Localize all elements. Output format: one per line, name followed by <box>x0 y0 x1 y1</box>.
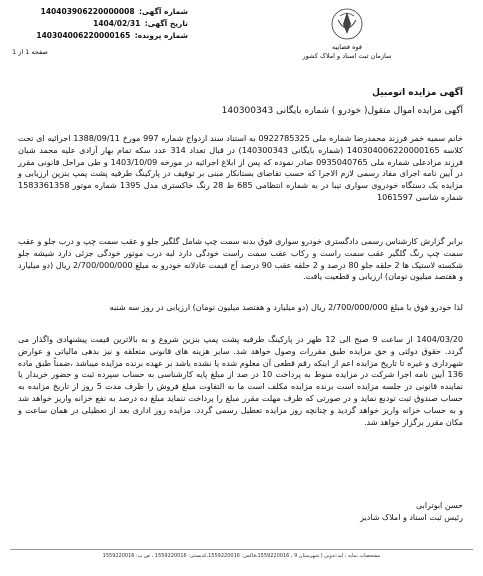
file-number: 140304006220000165 <box>36 31 131 40</box>
file-number-label: شماره پرونده: <box>134 31 188 40</box>
notice-date: 1404/02/31 <box>93 19 141 28</box>
notice-subtitle: آگهی مزایده اموال منقول( خودرو ) شماره بایگانی 140300343 <box>221 106 463 116</box>
emblem-icon <box>329 6 365 42</box>
signatory-name: حسن ابوترابی <box>415 501 463 510</box>
file-number-row <box>8 30 188 42</box>
footer-divider <box>10 549 473 550</box>
signatory-position: رئیس ثبت اسناد و املاک شادیز <box>360 513 463 522</box>
page-number: صفحه 1 از 1 <box>12 48 48 56</box>
organization-logo <box>292 6 402 64</box>
signature-block <box>360 500 463 524</box>
org-line-1: قوه قضاییه <box>332 43 362 51</box>
footer-contact: مشخصات نمایه ، لید:تدوین ( شهرستان 9 ، 1559220016،فاکس: 1559220016،کدپستی: 1559220016 ، ص پ: 1559220016 <box>102 553 381 559</box>
notice-date-label: تاریخ آگهی: <box>144 19 188 28</box>
notice-title: آگهی مزایده اتومبیل <box>372 88 463 98</box>
notice-number: 140403906220000008 <box>40 7 135 16</box>
paragraph-1: خانم سمیه خمر فرزند محمدرضا شماره ملی 0922785325 به استناد سند ازدواج شماره 997 مورخ 1388/09/11 اجرائیه ای تحت کلاسه 140304006220000165 (شماره بایگانی 140300343) در قبال تعداد 314 عدد سکه تمام بهار آزادی علیه محمد شبان فرزند مرادعلی شماره ملی 0935040765 صادر نموده که پس از ابلاغ اجرائیه در مورخه 1403/10/09 و طی مراحل قانونی مقرر در آیین نامه اجرای مفاد رسمی لازم الاجرا که حسب تقاضای بستانکار مبنی بر توقیف در پارکینگ طرفیه پشت پمپ بنزین ارزیابی و مزایده یک دستگاه خودروی سواری تیبا در به شماره انتظامی 685 ط 28 رنگ خاکستری مدل 1395 شماره موتور 1583361358 شماره شاسی 1061597 <box>18 133 463 202</box>
notice-meta <box>8 6 188 42</box>
paragraph-4: 1404/03/20 از ساعت 9 صبح الی 12 ظهر در پارکینگ طرفیه پشت پمپ بنزین شروع و به بالاترین قیمت پیشنهادی واگذار می گردد. حقوق دولتی و حق مزایده طبق مقررات وصول خواهد شد. سایر هزینه های قانونی متعلقه و نیز بدهی مالیاتی و عوارض شهرداری و غیره تا تاریخ مزایده اعم از اینکه رقم قطعی آن معلوم شده یا نشده باشد بر عهده برنده مزایده میباشد ،ضمناً طبق ماده 136 آیین نامه اجرا شرکت در مزایده منوط به پرداخت 10 در صد از مبلغ پایه کارشناسی به حساب سپرده ثبت و حضور خریدار یا نماینده قانونی در جلسه مزایده است برنده مزایده مکلف است ما به التفاوت مبلغ فروش را ظرف مدت 5 روز از تاریخ مزایده به حساب صندوق ثبت تودیع نماید و در صورتی که ظرف مهلت مقرر مبلغ را پرداخت ننماید مبلغ ده درصد به نفع خزانه واریز خواهد شد و به حساب خزانه واریز خواهد گردید و چنانچه روز مزایده تعطیل رسمی گردد. مزایده روز اداری بعد از تعطیلی در همان ساعت و مکان مقرر برگزار خواهد شد. <box>18 334 464 427</box>
notice-date-row <box>8 18 188 30</box>
paragraph-3: لذا خودرو فوق با مبلغ 2/700/000/000 ریال (دو میلیارد و هفتصد میلیون تومان) ارزیابی در روز سه شنبه <box>109 302 463 312</box>
notice-number-row <box>8 6 188 18</box>
notice-number-label: شماره آگهی: <box>138 7 188 16</box>
paragraph-2: برابر گزارش کارشناس رسمی دادگستری خودرو سواری فوق بدنه سمت چپ شامل گلگیر جلو و عقب سمت چپ و درب جلو و عقب سمت چپ رنگ گلگیر عقب سمت راست و رکاب عقب سمت راست خودگی دارد لبه درب موتور خودگی جزئی دارد شیشه جلو شکسته لاستیک ها 2 حلقه جلو 80 درصد و 2 حلقه عقب 90 درصد آج قیمت عادلانه خودرو به مبلغ 2/700/000/000 ریال (دو میلیارد و هفتصد میلیون تومان) ارزیابی و قطعیت یافت. <box>18 236 463 282</box>
org-line-2: سازمان ثبت اسناد و املاک کشور <box>302 52 392 60</box>
